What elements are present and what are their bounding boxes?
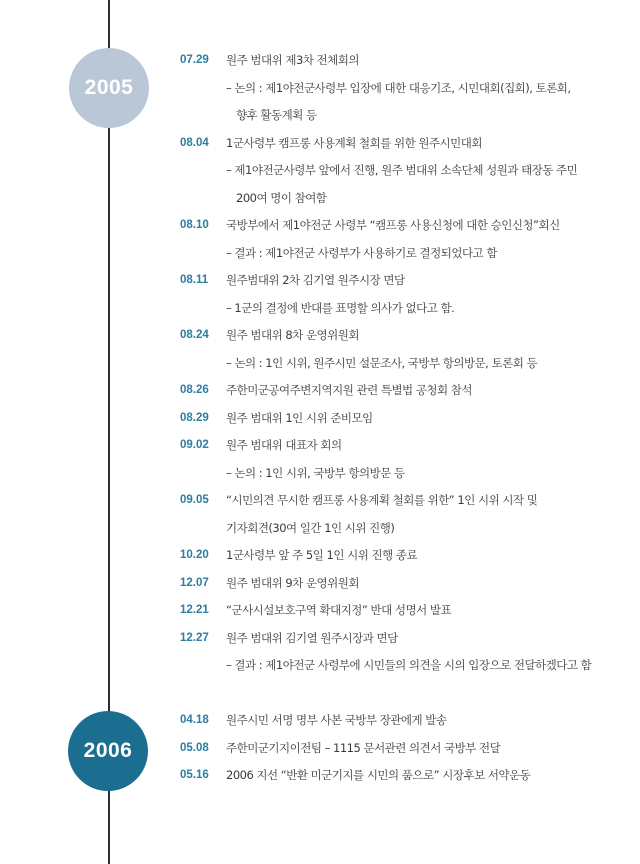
entry-date: 09.05 bbox=[180, 494, 209, 506]
entry-text: 원주범대위 2차 김기열 원주시장 면담 bbox=[226, 273, 405, 287]
entry-text: 1군사령부 캠프롱 사용계획 철회를 위한 원주시민대회 bbox=[226, 136, 482, 150]
entry-date: 12.21 bbox=[180, 604, 209, 616]
entry-text: 원주 범대위 대표자 회의 bbox=[226, 438, 342, 452]
year-badge-2005: 2005 bbox=[69, 48, 149, 128]
entry-date: 05.08 bbox=[180, 742, 209, 754]
entry-date: 07.29 bbox=[180, 54, 209, 66]
entry-text: 원주 범대위 김기열 원주시장과 면담 bbox=[226, 631, 398, 645]
entry-text: 원주 범대위 1인 시위 준비모임 bbox=[226, 411, 373, 425]
entry-detail: – 논의 : 제1야전군사령부 입장에 대한 대응기조, 시민대회(집회), 토론회, bbox=[226, 81, 571, 95]
entry-date: 08.24 bbox=[180, 329, 209, 341]
entry-date: 05.16 bbox=[180, 769, 209, 781]
entry-date: 10.20 bbox=[180, 549, 209, 561]
entry-date: 04.18 bbox=[180, 714, 209, 726]
entry-date: 08.29 bbox=[180, 412, 209, 424]
entry-date: 08.11 bbox=[180, 274, 209, 286]
entry-text: 원주시민 서명 명부 사본 국방부 장관에게 발송 bbox=[226, 713, 447, 727]
entry-detail: – 논의 : 1인 시위, 원주시민 설문조사, 국방부 항의방문, 토론회 등 bbox=[226, 356, 538, 370]
entry-text: 원주 범대위 제3차 전체회의 bbox=[226, 53, 359, 67]
entry-detail: – 결과 : 제1야전군 사령부가 사용하기로 결정되었다고 함 bbox=[226, 246, 497, 260]
entry-date: 12.07 bbox=[180, 577, 209, 589]
entry-detail: – 제1야전군사령부 앞에서 진행, 원주 범대위 소속단체 성원과 태장동 주민 bbox=[226, 163, 578, 177]
entry-date: 08.10 bbox=[180, 219, 209, 231]
entry-detail: 200여 명이 참여함 bbox=[236, 191, 327, 205]
entry-detail: 향후 활동계획 등 bbox=[236, 108, 317, 122]
entry-text: “시민의견 무시한 캠프롱 사용계획 철회를 위한” 1인 시위 시작 및 bbox=[226, 493, 538, 507]
entry-text: 2006 지선 “반환 미군기지를 시민의 품으로” 시장후보 서약운동 bbox=[226, 768, 531, 782]
entry-date: 09.02 bbox=[180, 439, 209, 451]
entry-text: 주한미군기지이전팀 – 1115 문서관련 의견서 국방부 전달 bbox=[226, 741, 501, 755]
year-badge-2006: 2006 bbox=[68, 711, 148, 791]
entry-date: 08.04 bbox=[180, 137, 209, 149]
entry-text: “군사시설보호구역 확대지정” 반대 성명서 발표 bbox=[226, 603, 452, 617]
entry-text: 원주 범대위 8차 운영위원회 bbox=[226, 328, 359, 342]
entry-text: 1군사령부 앞 주 5일 1인 시위 진행 종료 bbox=[226, 548, 418, 562]
entry-detail: – 논의 : 1인 시위, 국방부 항의방문 등 bbox=[226, 466, 405, 480]
entry-date: 08.26 bbox=[180, 384, 209, 396]
entry-detail: 기자회견(30여 일간 1인 시위 진행) bbox=[226, 521, 395, 535]
entry-text: 원주 범대위 9차 운영위원회 bbox=[226, 576, 359, 590]
entry-date: 12.27 bbox=[180, 632, 209, 644]
entry-detail: – 결과 : 제1야전군 사령부에 시민들의 의견을 시의 입장으로 전달하겠다고 함 bbox=[226, 658, 592, 672]
entry-detail: – 1군의 결정에 반대를 표명할 의사가 없다고 함. bbox=[226, 301, 455, 315]
entry-text: 국방부에서 제1야전군 사령부 “캠프롱 사용신청에 대한 승인신청”회신 bbox=[226, 218, 560, 232]
entry-text: 주한미군공여주변지역지원 관련 특별법 공청회 참석 bbox=[226, 383, 473, 397]
